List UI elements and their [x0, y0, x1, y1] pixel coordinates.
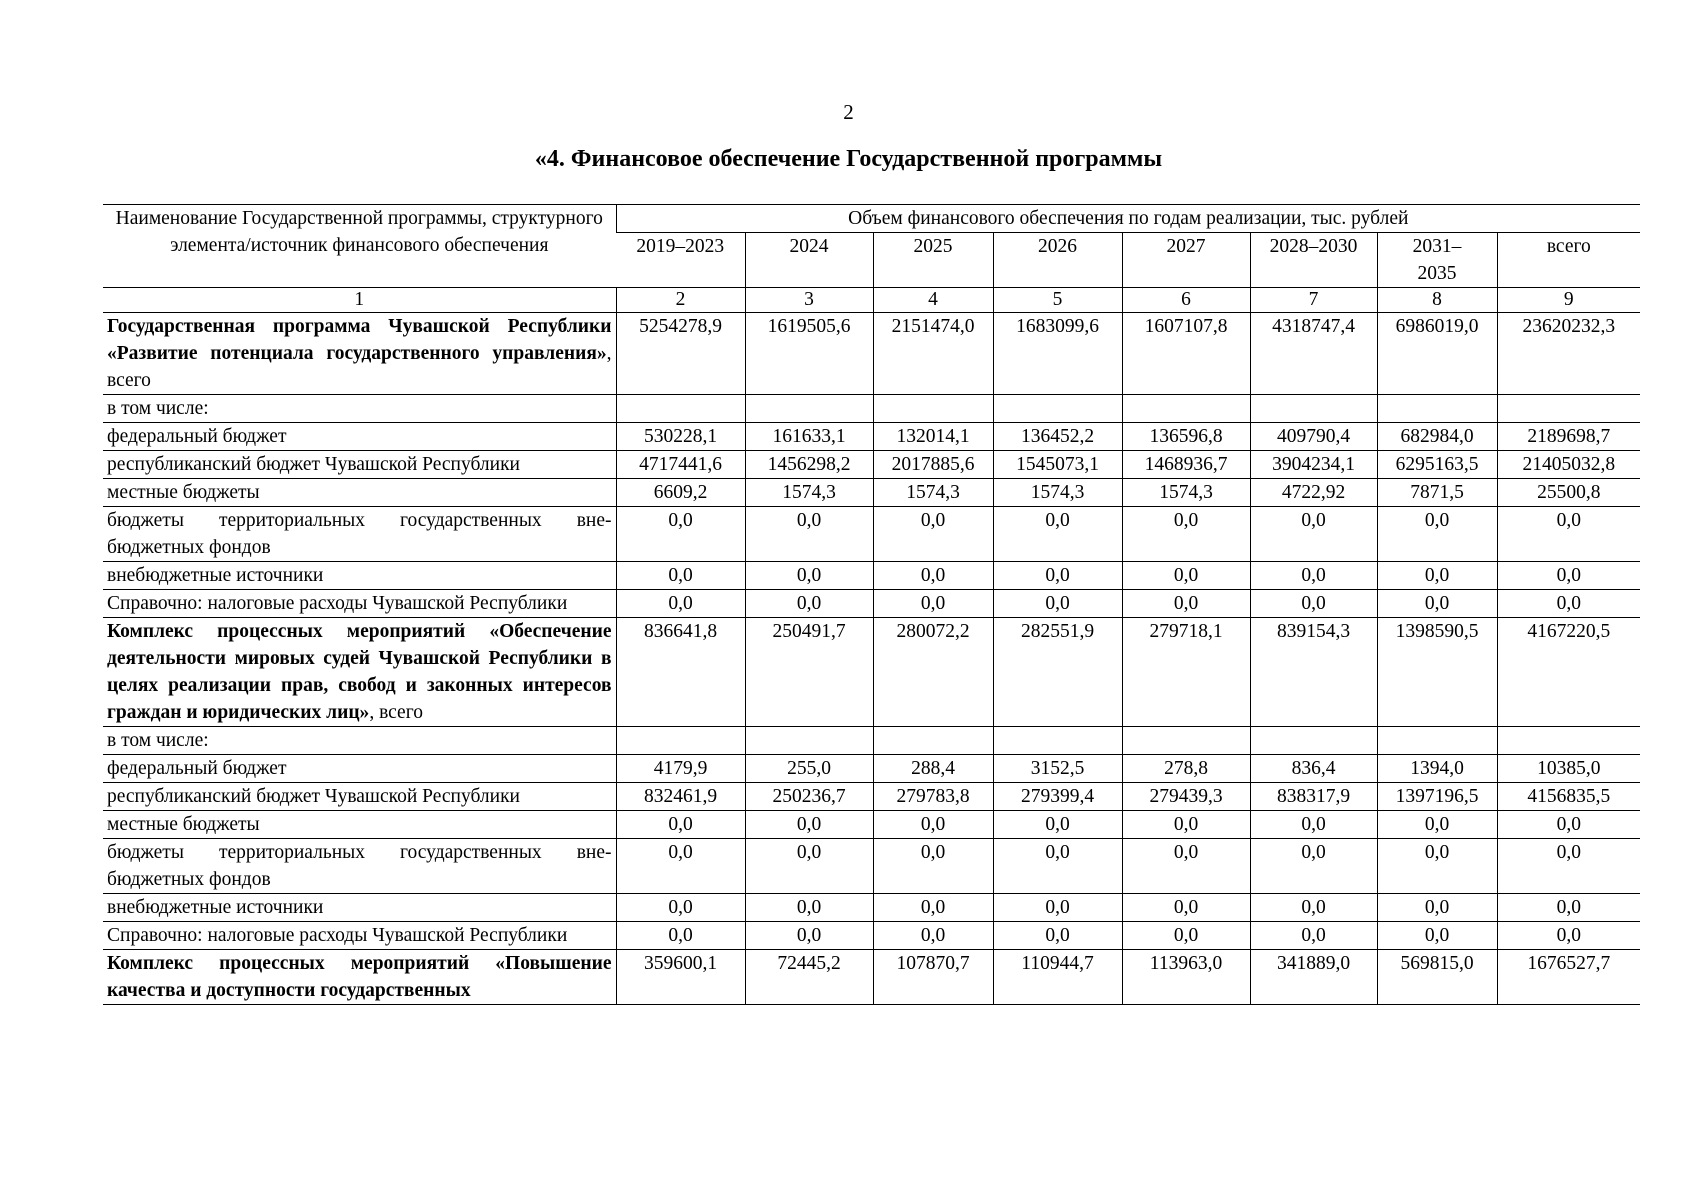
row-name — [103, 783, 616, 811]
value-cell: 0,0 — [1377, 894, 1497, 922]
total-cell: 4167220,5 — [1497, 618, 1640, 727]
row-name — [103, 590, 616, 618]
value-cell: 3904234,1 — [1250, 451, 1377, 479]
row-name-text: бюджеты территориальных государственных внебюджетных фондов — [107, 510, 612, 558]
value-cell: 0,0 — [745, 590, 873, 618]
row-name — [103, 922, 616, 950]
value-cell: 136452,2 — [993, 423, 1122, 451]
value-cell: 0,0 — [745, 894, 873, 922]
value-cell: 409790,4 — [1250, 423, 1377, 451]
value-cell: 0,0 — [1250, 562, 1377, 590]
row-name — [103, 562, 616, 590]
row-name-text: Справочно: налоговые расходы Чувашской Республики — [107, 925, 568, 946]
value-cell: 107870,7 — [873, 950, 993, 1005]
value-cell — [1122, 727, 1250, 755]
value-cell — [873, 395, 993, 423]
value-cell: 0,0 — [873, 811, 993, 839]
value-cell: 288,4 — [873, 755, 993, 783]
value-cell: 0,0 — [873, 562, 993, 590]
table-row — [103, 922, 1640, 950]
value-cell: 0,0 — [616, 590, 745, 618]
value-cell: 136596,8 — [1122, 423, 1250, 451]
value-cell: 250236,7 — [745, 783, 873, 811]
value-cell: 530228,1 — [616, 423, 745, 451]
total-cell: 0,0 — [1497, 811, 1640, 839]
total-cell: 0,0 — [1497, 590, 1640, 618]
total-cell: 21405032,8 — [1497, 451, 1640, 479]
value-cell: 0,0 — [993, 562, 1122, 590]
column-index-row — [103, 288, 1640, 313]
value-cell: 4717441,6 — [616, 451, 745, 479]
value-cell: 0,0 — [616, 507, 745, 562]
table-row — [103, 562, 1640, 590]
value-cell: 255,0 — [745, 755, 873, 783]
total-cell: 23620232,3 — [1497, 313, 1640, 395]
row-name — [103, 313, 616, 395]
value-cell: 0,0 — [993, 894, 1122, 922]
value-cell: 0,0 — [1122, 811, 1250, 839]
table-body — [103, 313, 1640, 1005]
total-cell: 0,0 — [1497, 894, 1640, 922]
value-cell: 132014,1 — [873, 423, 993, 451]
table-row — [103, 423, 1640, 451]
value-cell — [993, 395, 1122, 423]
row-name-text: республиканский бюджет Чувашской Республики — [107, 786, 520, 807]
column-index: 1 — [354, 289, 365, 310]
value-cell: 0,0 — [993, 839, 1122, 894]
total-cell: 0,0 — [1497, 507, 1640, 562]
table-row — [103, 451, 1640, 479]
table-row — [103, 755, 1640, 783]
row-name-text: Комплекс процессных мероприятий «Повышение качества и доступности государственных — [107, 953, 612, 1001]
value-cell: 0,0 — [745, 507, 873, 562]
value-cell: 1574,3 — [1122, 479, 1250, 507]
year-header: 2024 — [745, 233, 873, 288]
value-cell — [1377, 395, 1497, 423]
row-name-text: внебюджетные источники — [107, 565, 324, 586]
value-cell: 359600,1 — [616, 950, 745, 1005]
value-cell: 0,0 — [745, 562, 873, 590]
year-header: 2025 — [873, 233, 993, 288]
value-cell: 0,0 — [616, 811, 745, 839]
column-index: 4 — [873, 288, 993, 313]
value-cell: 279439,3 — [1122, 783, 1250, 811]
value-cell: 1683099,6 — [993, 313, 1122, 395]
funding-group-header: Объем финансового обеспечения по годам реализации, тыс. рублей — [616, 205, 1640, 233]
value-cell — [1250, 395, 1377, 423]
value-cell: 0,0 — [873, 894, 993, 922]
year-header: 2027 — [1122, 233, 1250, 288]
value-cell: 0,0 — [993, 922, 1122, 950]
total-cell: 1676527,7 — [1497, 950, 1640, 1005]
column-index: 2 — [616, 288, 745, 313]
value-cell: 4722,92 — [1250, 479, 1377, 507]
value-cell: 0,0 — [1122, 590, 1250, 618]
value-cell: 0,0 — [1122, 922, 1250, 950]
value-cell: 0,0 — [993, 590, 1122, 618]
value-cell: 0,0 — [873, 839, 993, 894]
row-name — [103, 811, 616, 839]
table-row — [103, 590, 1640, 618]
value-cell: 0,0 — [1250, 507, 1377, 562]
value-cell: 1394,0 — [1377, 755, 1497, 783]
total-cell: 10385,0 — [1497, 755, 1640, 783]
table-header — [103, 205, 1640, 313]
row-name — [103, 727, 616, 755]
value-cell: 6986019,0 — [1377, 313, 1497, 395]
row-name — [103, 950, 616, 1005]
row-name-text: Комплекс процессных мероприятий «Обеспечение деятельности мировых судей Чувашской Республики в целях реализации прав, свобод и законных интересов граждан и юридических лиц» — [107, 621, 612, 723]
row-name-suffix: , всего — [107, 343, 612, 391]
page-number: 2 — [843, 100, 854, 124]
value-cell: 280072,2 — [873, 618, 993, 727]
value-cell: 838317,9 — [1250, 783, 1377, 811]
value-cell: 569815,0 — [1377, 950, 1497, 1005]
row-name-text: федеральный бюджет — [107, 426, 287, 447]
table-row — [103, 783, 1640, 811]
value-cell: 0,0 — [873, 590, 993, 618]
column-index: 5 — [993, 288, 1122, 313]
value-cell: 4179,9 — [616, 755, 745, 783]
row-name — [103, 507, 616, 562]
section-heading: «4. Финансовое обеспечение Государственной программы — [534, 146, 1163, 172]
value-cell — [745, 395, 873, 423]
total-cell: 0,0 — [1497, 922, 1640, 950]
year-header: 2028–2030 — [1250, 233, 1377, 288]
col-name-header: Наименование Государственной программы, структурного элемента/источник финансового обеспечения — [115, 208, 603, 256]
value-cell: 279718,1 — [1122, 618, 1250, 727]
value-cell: 0,0 — [1250, 922, 1377, 950]
value-cell: 1574,3 — [873, 479, 993, 507]
value-cell: 0,0 — [1122, 507, 1250, 562]
row-name-text: бюджеты территориальных государственных внебюджетных фондов — [107, 842, 612, 890]
total-cell: 25500,8 — [1497, 479, 1640, 507]
table-row — [103, 395, 1640, 423]
column-index: 7 — [1250, 288, 1377, 313]
value-cell: 0,0 — [616, 922, 745, 950]
row-name-text: республиканский бюджет Чувашской Республики — [107, 454, 520, 475]
value-cell: 0,0 — [873, 507, 993, 562]
row-name — [103, 755, 616, 783]
value-cell: 0,0 — [745, 839, 873, 894]
column-index: 9 — [1497, 288, 1640, 313]
table-row — [103, 950, 1640, 1005]
value-cell: 0,0 — [1250, 839, 1377, 894]
row-name — [103, 894, 616, 922]
table-row — [103, 313, 1640, 395]
value-cell: 4318747,4 — [1250, 313, 1377, 395]
value-cell: 682984,0 — [1377, 423, 1497, 451]
value-cell: 1574,3 — [745, 479, 873, 507]
value-cell: 282551,9 — [993, 618, 1122, 727]
value-cell: 1574,3 — [993, 479, 1122, 507]
row-name-text: Государственная программа Чувашской Республики «Развитие потенциала государственного управления» — [107, 316, 612, 364]
total-cell: 0,0 — [1497, 839, 1640, 894]
value-cell: 6295163,5 — [1377, 451, 1497, 479]
value-cell: 0,0 — [745, 811, 873, 839]
table-row — [103, 507, 1640, 562]
year-header: 2031–2035 — [1377, 233, 1497, 288]
value-cell: 1456298,2 — [745, 451, 873, 479]
value-cell: 0,0 — [1250, 811, 1377, 839]
value-cell: 839154,3 — [1250, 618, 1377, 727]
column-index: 6 — [1122, 288, 1250, 313]
value-cell: 1468936,7 — [1122, 451, 1250, 479]
row-name-text: местные бюджеты — [107, 482, 260, 503]
value-cell: 0,0 — [993, 507, 1122, 562]
total-header: всего — [1497, 233, 1640, 288]
value-cell: 0,0 — [1377, 811, 1497, 839]
value-cell: 0,0 — [616, 894, 745, 922]
value-cell: 278,8 — [1122, 755, 1250, 783]
value-cell: 72445,2 — [745, 950, 873, 1005]
value-cell — [873, 727, 993, 755]
financing-table — [103, 204, 1640, 1005]
value-cell: 6609,2 — [616, 479, 745, 507]
value-cell: 0,0 — [1377, 839, 1497, 894]
value-cell: 1619505,6 — [745, 313, 873, 395]
table-row — [103, 894, 1640, 922]
row-name — [103, 395, 616, 423]
value-cell: 1398590,5 — [1377, 618, 1497, 727]
value-cell: 1607107,8 — [1122, 313, 1250, 395]
table-row — [103, 727, 1640, 755]
value-cell: 113963,0 — [1122, 950, 1250, 1005]
value-cell: 5254278,9 — [616, 313, 745, 395]
row-name-text: местные бюджеты — [107, 814, 260, 835]
column-index: 8 — [1377, 288, 1497, 313]
total-cell: 2189698,7 — [1497, 423, 1640, 451]
table-row — [103, 618, 1640, 727]
value-cell: 7871,5 — [1377, 479, 1497, 507]
value-cell: 279399,4 — [993, 783, 1122, 811]
year-header: 2026 — [993, 233, 1122, 288]
value-cell: 832461,9 — [616, 783, 745, 811]
value-cell: 341889,0 — [1250, 950, 1377, 1005]
total-cell: 4156835,5 — [1497, 783, 1640, 811]
value-cell — [616, 727, 745, 755]
row-name-text: внебюджетные источники — [107, 897, 324, 918]
value-cell: 0,0 — [1377, 507, 1497, 562]
value-cell: 0,0 — [1377, 590, 1497, 618]
value-cell — [616, 395, 745, 423]
row-name — [103, 451, 616, 479]
row-name-suffix: , всего — [369, 702, 423, 723]
table-row — [103, 839, 1640, 894]
value-cell: 0,0 — [616, 562, 745, 590]
value-cell: 161633,1 — [745, 423, 873, 451]
value-cell — [1377, 727, 1497, 755]
value-cell: 0,0 — [1122, 562, 1250, 590]
value-cell: 250491,7 — [745, 618, 873, 727]
value-cell: 0,0 — [873, 922, 993, 950]
value-cell — [993, 727, 1122, 755]
total-cell — [1497, 727, 1640, 755]
table-row — [103, 811, 1640, 839]
value-cell — [1122, 395, 1250, 423]
column-index: 3 — [745, 288, 873, 313]
value-cell: 2151474,0 — [873, 313, 993, 395]
value-cell: 0,0 — [1122, 839, 1250, 894]
value-cell: 0,0 — [1122, 894, 1250, 922]
row-name-text: в том числе: — [107, 730, 209, 751]
table-row — [103, 479, 1640, 507]
value-cell: 0,0 — [616, 839, 745, 894]
value-cell: 836641,8 — [616, 618, 745, 727]
row-name — [103, 839, 616, 894]
row-name — [103, 479, 616, 507]
row-name — [103, 423, 616, 451]
row-name-text: в том числе: — [107, 398, 209, 419]
value-cell — [1250, 727, 1377, 755]
value-cell: 279783,8 — [873, 783, 993, 811]
value-cell: 0,0 — [1377, 562, 1497, 590]
value-cell: 0,0 — [1250, 590, 1377, 618]
value-cell: 0,0 — [745, 922, 873, 950]
value-cell: 836,4 — [1250, 755, 1377, 783]
value-cell: 1397196,5 — [1377, 783, 1497, 811]
value-cell: 0,0 — [1377, 922, 1497, 950]
value-cell — [745, 727, 873, 755]
value-cell: 0,0 — [993, 811, 1122, 839]
value-cell: 2017885,6 — [873, 451, 993, 479]
row-name-text: Справочно: налоговые расходы Чувашской Республики — [107, 593, 568, 614]
value-cell: 110944,7 — [993, 950, 1122, 1005]
year-header: 2019–2023 — [636, 236, 725, 257]
total-cell: 0,0 — [1497, 562, 1640, 590]
value-cell: 0,0 — [1250, 894, 1377, 922]
value-cell: 1545073,1 — [993, 451, 1122, 479]
row-name-text: федеральный бюджет — [107, 758, 287, 779]
value-cell: 3152,5 — [993, 755, 1122, 783]
total-cell — [1497, 395, 1640, 423]
row-name — [103, 618, 616, 727]
